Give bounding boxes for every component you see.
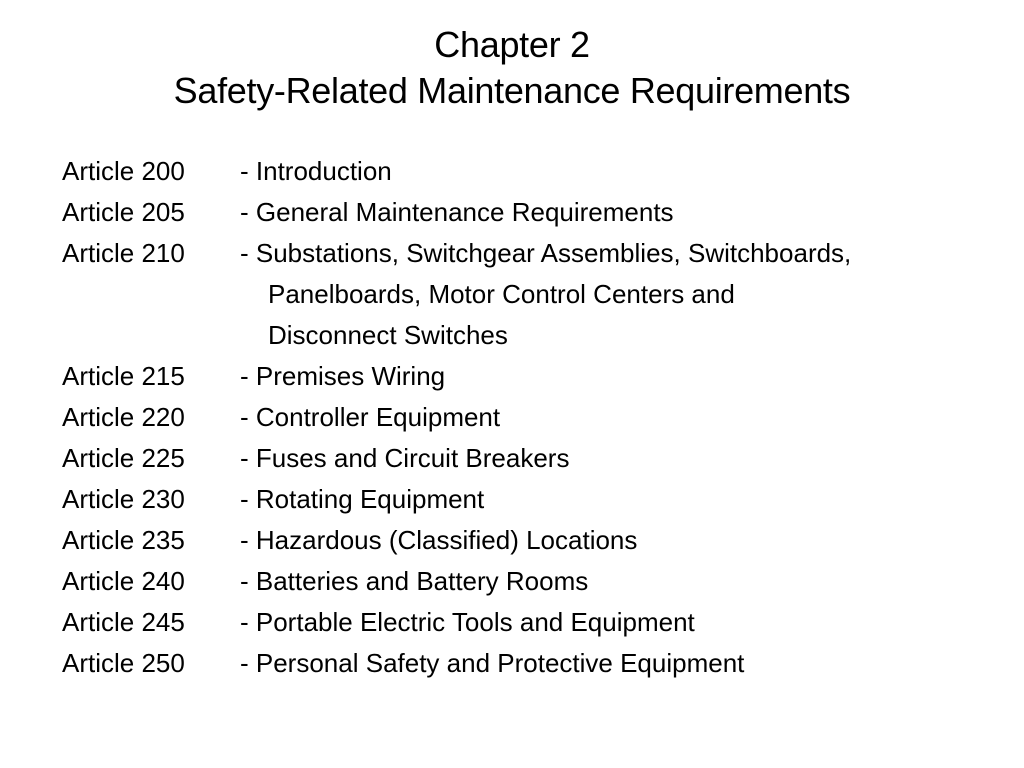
article-topic-continuation: Disconnect Switches: [268, 320, 508, 350]
article-topic-line: - Rotating Equipment: [240, 484, 485, 514]
article-item-250: [62, 643, 1002, 684]
article-item-205: [62, 192, 1002, 233]
article-topic: [240, 520, 1002, 561]
article-number: Article 230: [62, 484, 185, 514]
article-number: Article 250: [62, 648, 185, 678]
article-item-235: [62, 520, 1002, 561]
article-topic: [240, 602, 1002, 643]
article-topic-line: - Introduction: [240, 156, 392, 186]
article-number: Article 225: [62, 443, 185, 473]
article-number: Article 220: [62, 402, 185, 432]
article-number: Article 235: [62, 525, 185, 555]
article-number: Article 200: [62, 156, 185, 186]
article-topic-line: - Fuses and Circuit Breakers: [240, 443, 570, 473]
article-item-210: [62, 233, 1002, 356]
article-topic: [240, 397, 1002, 438]
slide-title: [0, 22, 1024, 114]
article-topic-line: - Premises Wiring: [240, 361, 446, 391]
article-topic-line: - General Maintenance Requirements: [240, 197, 674, 227]
article-topic: [240, 561, 1002, 602]
article-number: Article 205: [62, 197, 185, 227]
article-item-230: [62, 479, 1002, 520]
article-topic-line: - Hazardous (Classified) Locations: [240, 525, 638, 555]
article-number: Article 215: [62, 361, 185, 391]
article-number: Article 240: [62, 566, 185, 596]
article-number: Article 210: [62, 238, 185, 268]
article-item-240: [62, 561, 1002, 602]
article-topic: [240, 438, 1002, 479]
article-item-215: [62, 356, 1002, 397]
article-topic: [240, 479, 1002, 520]
chapter-heading: Chapter 2: [434, 24, 590, 65]
article-item-225: [62, 438, 1002, 479]
article-topic-line: - Personal Safety and Protective Equipment: [240, 648, 745, 678]
article-topic: [240, 643, 1002, 684]
article-item-220: [62, 397, 1002, 438]
article-item-245: [62, 602, 1002, 643]
article-list: [62, 151, 1002, 684]
article-topic-line: - Portable Electric Tools and Equipment: [240, 607, 695, 637]
article-topic: [240, 151, 1002, 192]
article-number: Article 245: [62, 607, 185, 637]
article-topic-line: - Substations, Switchgear Assemblies, Switchboards,: [240, 238, 852, 268]
article-topic: [240, 356, 1002, 397]
article-topic-line: - Controller Equipment: [240, 402, 501, 432]
article-topic: [240, 192, 1002, 233]
article-topic-line: - Batteries and Battery Rooms: [240, 566, 589, 596]
article-topic-continuation: Panelboards, Motor Control Centers and: [268, 279, 735, 309]
article-item-200: [62, 151, 1002, 192]
chapter-subtitle: Safety-Related Maintenance Requirements: [173, 70, 851, 111]
article-topic: [240, 233, 1002, 356]
